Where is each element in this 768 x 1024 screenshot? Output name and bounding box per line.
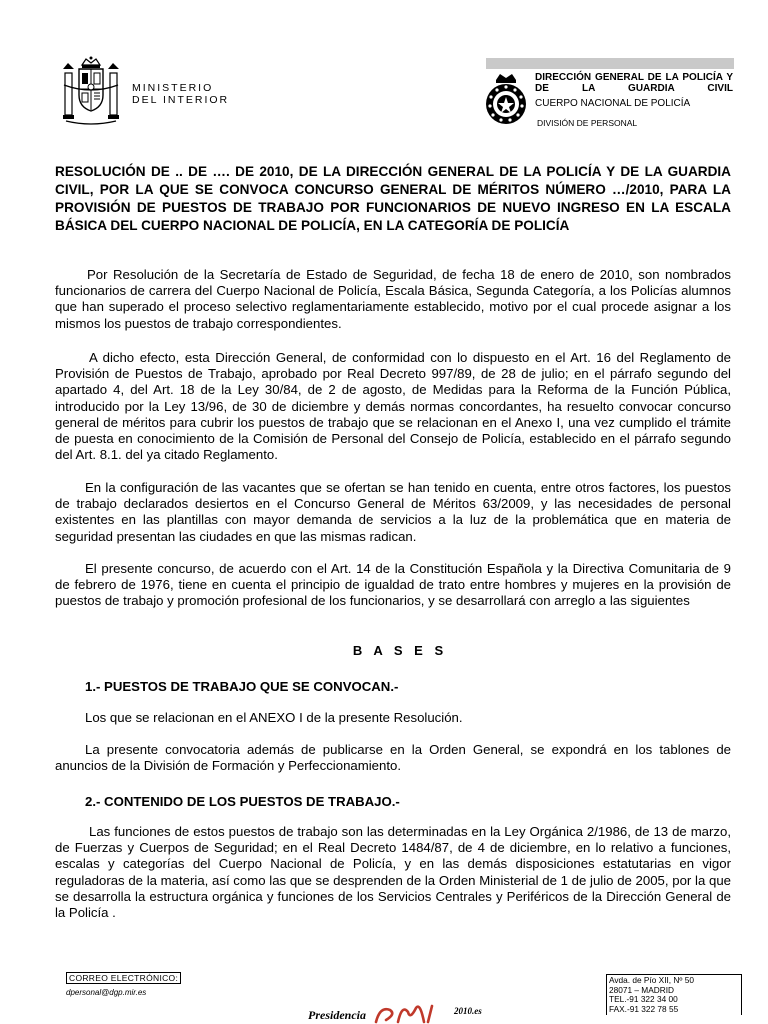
- ministry-name: [132, 82, 229, 106]
- spanish-coat-of-arms-icon: [60, 55, 122, 127]
- paragraph-2: A dicho efecto, esta Dirección General, de conformidad con lo dispuesto en el Art. 16 del Reglamento de Provisión de Puestos de Trabajo, aprobado por Real Decreto 997/89, de 28 de julio; en el párrafo segundo del apartado 4, del Art. 18 de la Ley 30/84, de 2 de agosto, de Medidas para la Reforma de la Función Pública, introducido por la Ley 13/96, de 30 de diciembre y demás normas concordantes, ha resuelto convocar concurso general de méritos para cubrir los puestos de trabajo que se relacionan en el Anexo I, una vez cumplido el trámite de puesta en conocimiento de la Comisión de Personal del Consejo de Policía, establecido en el párrafo segundo del Art. 8.1. del ya citado Reglamento.: [55, 350, 731, 463]
- address-line-2: 28071 – MADRID: [609, 984, 675, 995]
- paragraph-3: En la configuración de las vacantes que se ofertan se han tenido en cuenta, entre otros factores, los puestos de trabajo declarados desiertos en el Concurso General de Méritos 63/2009, y las necesidades de personal existentes en las plantillas con mayor demanda de servicios a la luz de la problemática que en materia de seguridad presentan las ciudades en que las mismas radican.: [55, 480, 731, 544]
- paragraph-1: Por Resolución de la Secretaría de Estado de Seguridad, de fecha 18 de enero de 2010, son nombrados funcionarios de carrera del Cuerpo Nacional de Policía, Escala Básica, Segunda Categoría, a los Policías alumnos que han superado el proceso selectivo reglamentariamente establecido, motivo por el cual procede asignar a los mismos los puestos de trabajo correspondientes.: [55, 267, 731, 331]
- resolution-title: RESOLUCIÓN DE .. DE …. DE 2010, DE LA DIRECCIÓN GENERAL DE LA POLICÍA Y DE LA GUARDIA CIVIL, POR LA QUE SE CONVOCA CONCURSO GENERAL DE MÉRITOS NÚMERO …/2010, PARA LA PROVISIÓN DE PUESTOS DE TRABAJO POR FUNCIONARIOS DE NUEVO INGRESO EN LA ESCALA BÁSICA DEL CUERPO NACIONAL DE POLICÍA, EN LA CATEGORÍA DE POLICÍA: [55, 164, 731, 233]
- paragraph-4: El presente concurso, de acuerdo con el Art. 14 de la Constitución Española y la Directiva Comunitaria de 9 de febrero de 1976, tiene en cuenta el principio de igualdad de trato entre hombres y mujeres en la provisión de puestos de trabajo y promoción profesional de los funcionarios, y se desarrollará con arreglo a las siguientes: [55, 561, 731, 609]
- cuerpo-nacional-label: CUERPO NACIONAL DE POLICÍA: [535, 98, 691, 109]
- address-line-1: Avda. de Pío XII, Nº 50: [609, 975, 694, 985]
- ministry-line-2: DEL INTERIOR: [132, 94, 230, 106]
- section-1-heading: 1.- PUESTOS DE TRABAJO QUE SE CONVOCAN.-: [85, 679, 399, 694]
- fax: FAX.-91 322 78 55: [609, 1003, 679, 1014]
- address-block: [606, 974, 742, 1015]
- email-label: CORREO ELECTRÓNICO:: [66, 972, 181, 984]
- section-2-paragraph-1: Las funciones de estos puestos de trabajo son las determinadas en la Ley Orgánica 2/1986, de 13 de marzo, de Fuerzas y Cuerpos de Seguridad; en el Real Decreto 1484/87, de 4 de diciembre, en lo relativo a funciones, escalas y categorías del Cuerpo Nacional de Policía, y en las demás disposiciones estatutarias en vigor reguladoras de la materia, así como las que se desprenden de la Orden Ministerial de 1 de julio de 2005, por la que se desarrolla la estructura orgánica y funciones de los Servicios Centrales y Periféricos de la Dirección General de la Policía .: [55, 824, 731, 921]
- presidencia-logo-icon: [372, 1000, 462, 1024]
- direccion-general-title: DIRECCIÓN GENERAL DE LA POLICÍA Y DE LA GUARDIA CIVIL: [535, 72, 733, 94]
- telephone: TEL.-91 322 34 00: [609, 994, 678, 1004]
- presidencia-year: 2010.es: [454, 1006, 482, 1016]
- section-1-paragraph-1: Los que se relacionan en el ANEXO I de la presente Resolución.: [85, 710, 463, 725]
- header-gray-bar: [486, 58, 734, 69]
- ministry-line-1: MINISTERIO: [132, 82, 214, 94]
- police-badge-icon: [482, 72, 530, 128]
- section-1-paragraph-2: La presente convocatoria además de publicarse en la Orden General, se expondrá en los tablones de anuncios de la División de Formación y Perfeccionamiento.: [55, 742, 731, 774]
- email-address: dpersonal@dgp.mir.es: [66, 988, 147, 997]
- bases-heading: B A S E S: [352, 643, 448, 658]
- section-2-heading: 2.- CONTENIDO DE LOS PUESTOS DE TRABAJO.-: [85, 794, 400, 809]
- presidencia-label: Presidencia: [308, 1008, 366, 1022]
- division-label: DIVISIÓN DE PERSONAL: [537, 118, 638, 128]
